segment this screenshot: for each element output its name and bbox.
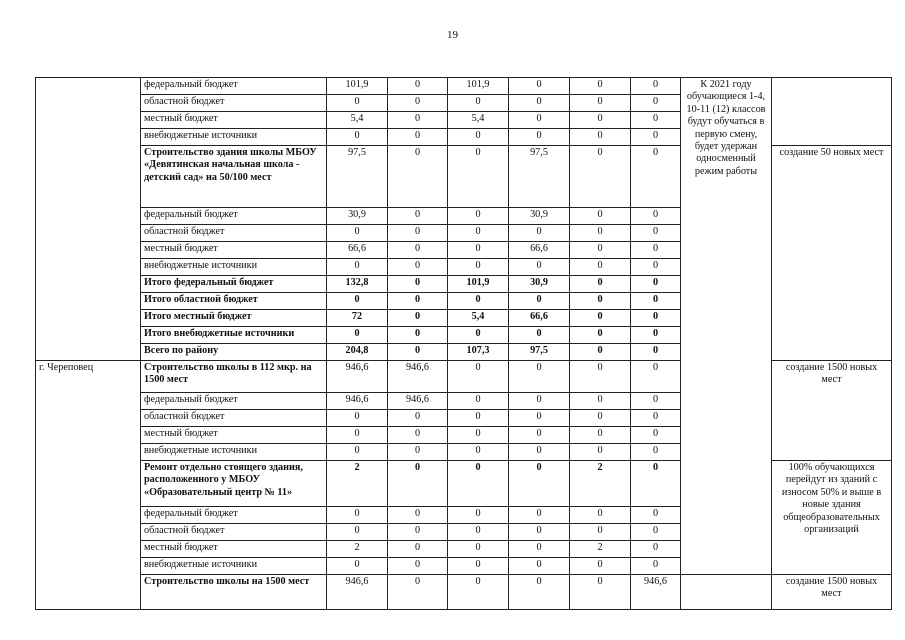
- value-cell: 0: [448, 259, 509, 276]
- value-cell: 946,6: [327, 361, 388, 393]
- value-cell: 0: [631, 327, 681, 344]
- value-cell: 0: [509, 507, 570, 524]
- value-cell: 97,5: [509, 344, 570, 361]
- value-cell: 0: [509, 444, 570, 461]
- value-cell: 0: [327, 427, 388, 444]
- value-cell: 0: [388, 146, 448, 208]
- value-cell: 0: [388, 112, 448, 129]
- total-label: Итого внебюджетные источники: [141, 327, 327, 344]
- total-label: Итого областной бюджет: [141, 293, 327, 310]
- value-cell: 0: [570, 524, 631, 541]
- row-label: внебюджетные источники: [141, 558, 327, 575]
- value-cell: 0: [388, 208, 448, 225]
- municipality-cell: г. Череповец: [36, 361, 141, 610]
- value-cell: 97,5: [327, 146, 388, 208]
- result-cell: создание 1500 новых мест: [772, 361, 892, 461]
- value-cell: 0: [448, 410, 509, 427]
- value-cell: 2: [570, 541, 631, 558]
- budget-table: [35, 77, 892, 610]
- value-cell: 0: [570, 208, 631, 225]
- value-cell: 0: [448, 242, 509, 259]
- value-cell: 0: [448, 575, 509, 610]
- value-cell: 0: [448, 524, 509, 541]
- value-cell: 0: [509, 427, 570, 444]
- value-cell: 0: [448, 95, 509, 112]
- value-cell: 0: [388, 259, 448, 276]
- value-cell: 101,9: [448, 78, 509, 95]
- value-cell: 0: [448, 558, 509, 575]
- table-row: [36, 575, 892, 610]
- row-label: областной бюджет: [141, 225, 327, 242]
- value-cell: 0: [631, 524, 681, 541]
- value-cell: 0: [631, 461, 681, 507]
- value-cell: 0: [570, 129, 631, 146]
- value-cell: 0: [448, 293, 509, 310]
- value-cell: 0: [388, 541, 448, 558]
- value-cell: 0: [509, 225, 570, 242]
- value-cell: 0: [631, 225, 681, 242]
- value-cell: 0: [631, 129, 681, 146]
- value-cell: 0: [388, 129, 448, 146]
- value-cell: 0: [448, 225, 509, 242]
- row-label: федеральный бюджет: [141, 507, 327, 524]
- value-cell: 0: [631, 393, 681, 410]
- value-cell: 0: [570, 327, 631, 344]
- project-label: Строительство здания школы МБОУ «Девятинская начальная школа - детский сад» на 50/100 мест: [141, 146, 327, 208]
- value-cell: 5,4: [448, 310, 509, 327]
- value-cell: 0: [327, 507, 388, 524]
- value-cell: 0: [509, 259, 570, 276]
- value-cell: 0: [570, 78, 631, 95]
- result-cell: 100% обучающихся перейдут из зданий с износом 50% и выше в новые здания общеобразовательных организаций: [772, 461, 892, 575]
- value-cell: 0: [631, 95, 681, 112]
- value-cell: 0: [570, 146, 631, 208]
- total-label: Итого федеральный бюджет: [141, 276, 327, 293]
- table-row: [36, 78, 892, 95]
- row-label: федеральный бюджет: [141, 78, 327, 95]
- result-cell: [772, 78, 892, 146]
- value-cell: 0: [631, 146, 681, 208]
- value-cell: 0: [388, 95, 448, 112]
- value-cell: 0: [388, 293, 448, 310]
- value-cell: 0: [509, 78, 570, 95]
- municipality-cell: [36, 78, 141, 361]
- value-cell: 0: [631, 344, 681, 361]
- value-cell: 946,6: [388, 361, 448, 393]
- value-cell: 0: [631, 259, 681, 276]
- value-cell: 0: [509, 293, 570, 310]
- project-label: Строительство школы в 112 мкр. на 1500 мест: [141, 361, 327, 393]
- value-cell: 0: [570, 242, 631, 259]
- value-cell: 0: [388, 78, 448, 95]
- value-cell: 0: [570, 507, 631, 524]
- value-cell: 0: [327, 558, 388, 575]
- value-cell: 0: [448, 461, 509, 507]
- row-label: областной бюджет: [141, 410, 327, 427]
- page-number: 19: [447, 29, 458, 41]
- value-cell: 0: [509, 393, 570, 410]
- value-cell: 0: [570, 112, 631, 129]
- row-label: федеральный бюджет: [141, 208, 327, 225]
- value-cell: 0: [448, 208, 509, 225]
- value-cell: 0: [631, 242, 681, 259]
- value-cell: 0: [327, 95, 388, 112]
- value-cell: 946,6: [631, 575, 681, 610]
- result-cell: создание 1500 новых мест: [772, 575, 892, 610]
- value-cell: 5,4: [448, 112, 509, 129]
- row-label: местный бюджет: [141, 112, 327, 129]
- value-cell: 30,9: [509, 276, 570, 293]
- result-cell: создание 50 новых мест: [772, 146, 892, 361]
- value-cell: 0: [388, 427, 448, 444]
- value-cell: 0: [388, 344, 448, 361]
- value-cell: 0: [327, 524, 388, 541]
- value-cell: 0: [388, 242, 448, 259]
- value-cell: 0: [448, 427, 509, 444]
- value-cell: 0: [388, 444, 448, 461]
- value-cell: 0: [388, 410, 448, 427]
- value-cell: 0: [631, 507, 681, 524]
- row-label: внебюджетные источники: [141, 444, 327, 461]
- value-cell: 0: [570, 427, 631, 444]
- value-cell: 0: [327, 259, 388, 276]
- value-cell: 0: [388, 461, 448, 507]
- value-cell: 946,6: [388, 393, 448, 410]
- value-cell: 0: [448, 361, 509, 393]
- value-cell: 0: [388, 276, 448, 293]
- row-label: местный бюджет: [141, 427, 327, 444]
- value-cell: 0: [570, 558, 631, 575]
- value-cell: 946,6: [327, 575, 388, 610]
- project-label: Строительство школы на 1500 мест: [141, 575, 327, 610]
- row-label: областной бюджет: [141, 524, 327, 541]
- value-cell: 0: [570, 310, 631, 327]
- value-cell: 0: [327, 410, 388, 427]
- value-cell: 101,9: [327, 78, 388, 95]
- value-cell: 0: [388, 558, 448, 575]
- value-cell: 0: [631, 293, 681, 310]
- value-cell: 30,9: [509, 208, 570, 225]
- value-cell: 0: [327, 444, 388, 461]
- value-cell: 0: [448, 327, 509, 344]
- value-cell: 0: [388, 507, 448, 524]
- value-cell: 0: [570, 410, 631, 427]
- value-cell: 0: [570, 393, 631, 410]
- row-label: местный бюджет: [141, 541, 327, 558]
- value-cell: 0: [448, 129, 509, 146]
- value-cell: 0: [631, 410, 681, 427]
- note-cell-empty: [681, 575, 772, 610]
- value-cell: 5,4: [327, 112, 388, 129]
- value-cell: 0: [570, 444, 631, 461]
- value-cell: 0: [631, 444, 681, 461]
- value-cell: 107,3: [448, 344, 509, 361]
- value-cell: 0: [388, 225, 448, 242]
- value-cell: 0: [388, 327, 448, 344]
- value-cell: 0: [509, 95, 570, 112]
- row-label: внебюджетные источники: [141, 129, 327, 146]
- value-cell: 0: [631, 310, 681, 327]
- value-cell: 30,9: [327, 208, 388, 225]
- value-cell: 0: [327, 327, 388, 344]
- value-cell: 0: [570, 276, 631, 293]
- value-cell: 0: [327, 293, 388, 310]
- value-cell: 0: [327, 129, 388, 146]
- value-cell: 0: [509, 327, 570, 344]
- value-cell: 0: [631, 112, 681, 129]
- value-cell: 0: [509, 410, 570, 427]
- value-cell: 0: [448, 541, 509, 558]
- value-cell: 0: [631, 276, 681, 293]
- value-cell: 0: [570, 225, 631, 242]
- value-cell: 0: [631, 361, 681, 393]
- note-cell: К 2021 году обучающиеся 1-4, 10-11 (12) классов будут обучаться в первую смену, будет удержан односменный режим работы: [681, 78, 772, 575]
- value-cell: 0: [570, 575, 631, 610]
- value-cell: 0: [327, 225, 388, 242]
- value-cell: 2: [570, 461, 631, 507]
- value-cell: 946,6: [327, 393, 388, 410]
- value-cell: 0: [509, 112, 570, 129]
- value-cell: 0: [509, 558, 570, 575]
- row-label: местный бюджет: [141, 242, 327, 259]
- value-cell: 0: [448, 146, 509, 208]
- value-cell: 0: [509, 361, 570, 393]
- value-cell: 0: [509, 129, 570, 146]
- value-cell: 132,8: [327, 276, 388, 293]
- value-cell: 0: [509, 524, 570, 541]
- value-cell: 0: [509, 575, 570, 610]
- value-cell: 66,6: [509, 310, 570, 327]
- value-cell: 0: [509, 541, 570, 558]
- value-cell: 204,8: [327, 344, 388, 361]
- value-cell: 66,6: [327, 242, 388, 259]
- total-label: Итого местный бюджет: [141, 310, 327, 327]
- value-cell: 0: [570, 293, 631, 310]
- row-label: федеральный бюджет: [141, 393, 327, 410]
- value-cell: 0: [570, 344, 631, 361]
- project-label: Ремонт отдельно стоящего здания, расположенного у МБОУ «Образовательный центр № 11»: [141, 461, 327, 507]
- value-cell: 0: [631, 541, 681, 558]
- value-cell: 0: [509, 461, 570, 507]
- value-cell: 0: [448, 507, 509, 524]
- value-cell: 0: [388, 524, 448, 541]
- value-cell: 72: [327, 310, 388, 327]
- total-label: Всего по району: [141, 344, 327, 361]
- value-cell: 0: [631, 427, 681, 444]
- value-cell: 0: [631, 208, 681, 225]
- value-cell: 0: [388, 310, 448, 327]
- row-label: областной бюджет: [141, 95, 327, 112]
- value-cell: 0: [570, 95, 631, 112]
- value-cell: 0: [448, 444, 509, 461]
- row-label: внебюджетные источники: [141, 259, 327, 276]
- value-cell: 2: [327, 461, 388, 507]
- value-cell: 0: [570, 259, 631, 276]
- value-cell: 101,9: [448, 276, 509, 293]
- value-cell: 97,5: [509, 146, 570, 208]
- value-cell: 2: [327, 541, 388, 558]
- value-cell: 0: [570, 361, 631, 393]
- value-cell: 0: [631, 558, 681, 575]
- value-cell: 0: [388, 575, 448, 610]
- value-cell: 0: [631, 78, 681, 95]
- value-cell: 0: [448, 393, 509, 410]
- value-cell: 66,6: [509, 242, 570, 259]
